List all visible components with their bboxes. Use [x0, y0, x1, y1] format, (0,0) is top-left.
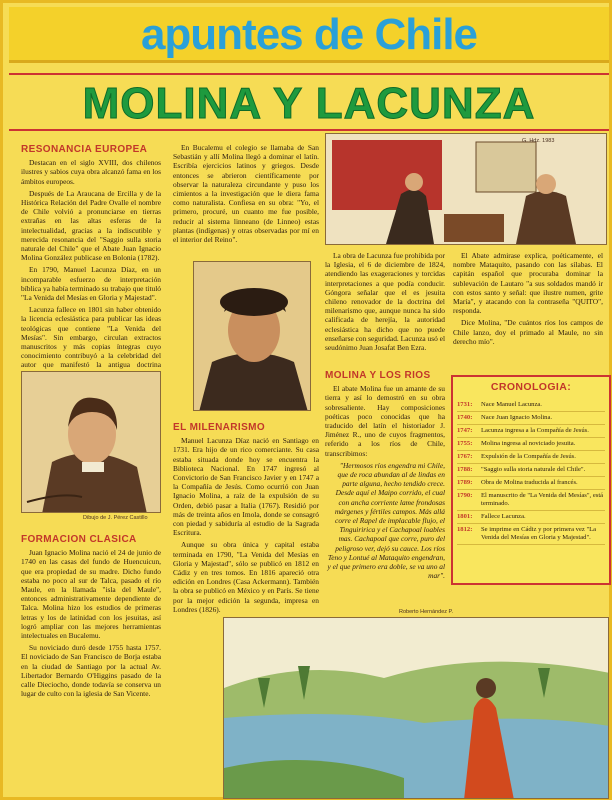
scene-signature: G. Hdz. 1983 — [522, 138, 555, 144]
cronologia-year: 1789: — [457, 479, 473, 486]
paragraph: El Abate admirase explica, poéticamente, el nombre Mataquito, pasando con las sílabas. El capitán español que procuraba dominar la sublevación de Lautaro "a sus soldados mandó ir con estos santo y señal: que ilustre numen, grite María", y atacando con la contraseña "QUITO", responda. — [453, 251, 603, 316]
cronologia-item — [457, 511, 605, 524]
lacunza-portrait-image — [193, 261, 311, 411]
cronologia-text: El manuscrito de "La Venida del Mesías", está terminado. — [481, 492, 604, 507]
section-milenarismo — [173, 421, 319, 617]
cronologia-text: "Saggio sulla storia naturale del Chile". — [481, 466, 586, 473]
section-rios — [325, 369, 445, 583]
headline-band — [9, 73, 609, 131]
cronologia-text: Obra de Molina traducida al francés. — [481, 479, 578, 486]
cronologia-year: 1801: — [457, 513, 473, 520]
cronologia-year: 1747: — [457, 427, 473, 434]
cronologia-item — [457, 451, 605, 464]
cronologia-text: Lacunza ingresa a la Compañía de Jesús. — [481, 427, 589, 434]
cronologia-item — [457, 524, 605, 545]
paragraph: Dice Molina, "De cuántos ríos los campos de Chile lanzo, doy el primado al Maule, no sin derecho mío". — [453, 318, 603, 346]
cronologia-year: 1755: — [457, 440, 473, 447]
paragraph: Después de La Araucana de Ercilla y de la Histórica Relación del Padre Ovalle el nombre de Chile volvió a pronunciarse en tierras extrañas en las altas esferas de la intelectualidad, gracias a la indiscutible y merecida resonancia del "Saggio sulla storia naturale del Chile" que el Abate Juan Ignacio Molina González publicase en Bolonia (1782). — [21, 188, 161, 263]
cronologia-list — [453, 397, 609, 547]
cronologia-year: 1790: — [457, 492, 473, 499]
cronologia-box — [451, 375, 611, 585]
cronologia-text: Nace Juan Ignacio Molina. — [481, 414, 553, 421]
image-caption: Dibujo de J. Pérez Castillo — [83, 515, 148, 521]
cronologia-text: Se imprime en Cádiz y por primera vez "La Venida del Mesías en Gloria y Majestad". — [481, 526, 597, 541]
colonial-scene-image — [325, 133, 607, 245]
paragraph: Su noviciado duró desde 1755 hasta 1757. El noviciado de San Francisco de Borja estaba en la ciudad de Santiago por la actual Av. Libertador Bernardo O'Higgins pasado de la calle Dieciocho, donde todavía se conserva un lugar de culto con la iglesia de San Vicente. — [21, 643, 161, 699]
cronologia-text: Nace Manuel Lacunza. — [481, 401, 542, 408]
section-heading: FORMACION CLASICA — [21, 534, 137, 545]
cronologia-year: 1731: — [457, 401, 473, 408]
cronologia-item — [457, 399, 605, 412]
paragraph: Juan Ignacio Molina nació el 24 de junio de 1740 en las casas del fundo de Huencuicun, que era propiedad de su madre. Dicho fundo estaba no poco al sur de Talca, pasado el río Maule, en la llamada "isla del Maule", entonces administrativamente dependiente de Talca. Molina hizo los estudios de primeras letras y los de latinidad con los jesuitas, así logró ampliar con las mejores herramientas intelectuales en Bucalemu. — [21, 548, 161, 641]
cronologia-item — [457, 464, 605, 477]
cronologia-item — [457, 412, 605, 425]
section-formacion — [21, 533, 161, 701]
section-lacunza-obra — [325, 251, 445, 355]
section-abate — [453, 251, 603, 349]
verse: "Hermosos ríos engendra mi Chile, que de roca abundan al de lindas en parte alguna, hecho tendido crece. Desde aquí el Maipo corrido, el cual con ancha corriente lame frondosas márgenes y fértiles campos. Más allá corre el Rapel de implacable flujo, el Tinguiririca y el Cachapoal loables mas. Cachapoal que corre, puro del peligroso ver, dejó su cauce. Los ríos Teno y Lontué al Mataquito engendran, y el que primero era doble, se va uno al mar". — [327, 460, 445, 581]
paragraph: Aunque su obra única y capital estaba terminada en 1790, "La Venida del Mesías en Gloria y Majestad", sólo se publicó en 1812 en Cádiz y en tres tomos. En 1816 apareció otra edición en Londres (Casa Ackermann). También la obra se publicó en México y en París. Se tiene por la mejor edición la segunda, impresa en Londres (1826). — [173, 540, 319, 614]
cronologia-heading: CRONOLOGIA: — [490, 381, 572, 393]
cronologia-item — [457, 438, 605, 451]
paragraph: Manuel Lacunza Díaz nació en Santiago en 1731. Era hijo de un rico comerciante. Su casa estaba situada donde hoy se encuentra la Biblioteca Nacional. En 1747 ingresó al Convictorio de San Francisco Javier y en 1747 a la Compañía de Jesús. Como ocurrió con Juan Ignacio Molina, a raíz de la expulsión de su Orden, debió pasar a Italia (1767). Residió por más de treinta años en Imola, donde se consagró con piedad y sabiduría al estudio de la Sagrada Escritura. — [173, 436, 319, 538]
paragraph: Lacunza fallece en 1801 sin haber obtenido la licencia eclesiástica para publicar las ideas teológicas que contiene "La Venida del Mesías". Sin embargo, circulan extractos manuscritos y más copias íntegras cuyo conocimiento contribuyó a la celebridad del autor que manifestó la antigua doctrina — [21, 305, 161, 370]
molina-portrait-image — [21, 371, 161, 513]
cronologia-text: Expulsión de la Compañía de Jesús. — [481, 453, 576, 460]
section-resonancia — [21, 143, 161, 391]
section-heading: EL MILENARISMO — [173, 422, 266, 433]
cronologia-year: 1788: — [457, 466, 473, 473]
section-heading: RESONANCIA EUROPEA — [21, 144, 148, 155]
paragraph: En 1790, Manuel Lacunza Díaz, en un incomparable esfuerzo de interpretación bíblica ya había terminado su trabajo que tituló "La Venida del Mesías en Gloria y Majestad". — [21, 265, 161, 303]
paragraph: La obra de Lacunza fue prohibida por la Iglesia, el 6 de diciembre de 1824, atendiendo las exageraciones y torcidas interpretaciones a que podía conducir. Góngora señalar que el es jesuita chileno renovador de la doctrina del milenarismo que, aunque nunca ha sido calificada de herejía, la autoridad eclesiástica ha dicho que no puede enseñarse con seguridad. Lacunza usó el seudónimo Juan Josafat Ben Ezra. — [325, 251, 445, 353]
masthead-title: apuntes de Chile — [140, 10, 478, 59]
paragraph: Destacan en el siglo XVIII, dos chilenos ilustres y sabios cuya obra alcanzó fama en los ámbitos europeos. — [21, 158, 161, 186]
landscape-credit: Roberto Hernández P. — [399, 609, 454, 615]
cronologia-text: Molina ingresa al noviciado jesuita. — [481, 440, 576, 447]
section-bucalemu — [173, 143, 319, 247]
masthead — [9, 7, 609, 63]
landscape-image — [223, 617, 609, 799]
cronologia-item — [457, 477, 605, 490]
paragraph: En Bucalemu el colegio se llamaba de San Sebastián y allí Molina llegó a dominar el latín. Escribía ejercicios latinos y griegos. Desde entonces se abrieron científicamente por observar la naturaleza circundante y puso los cimientos a la investigación que le diera fama como naturalista. Confiesa en su obra: "Yo, el primero, procuré, un cuanto me fue posible, reducir al sistema linneano (de Linneo) estas plantas (indígenas) y otras observadas por mí en el interior del Reino". — [173, 143, 319, 245]
cronologia-year: 1767: — [457, 453, 473, 460]
headline: MOLINA Y LACUNZA — [82, 79, 536, 128]
cronologia-item — [457, 490, 605, 511]
cronologia-item — [457, 425, 605, 438]
cronologia-text: Fallece Lacunza. — [481, 513, 526, 520]
section-heading: MOLINA Y LOS RIOS — [325, 370, 431, 381]
cronologia-year: 1740: — [457, 414, 473, 421]
cronologia-year: 1812: — [457, 526, 473, 533]
paragraph: El abate Molina fue un amante de su tierra y así lo demostró en su obra sobresaliente. Hay composiciones poéticas poco conocidas que ha traducido del latín el historiador J. Jiménez R., uno de cuyos fragmentos, referido a los ríos de Chile, transcribimos: — [325, 384, 445, 458]
